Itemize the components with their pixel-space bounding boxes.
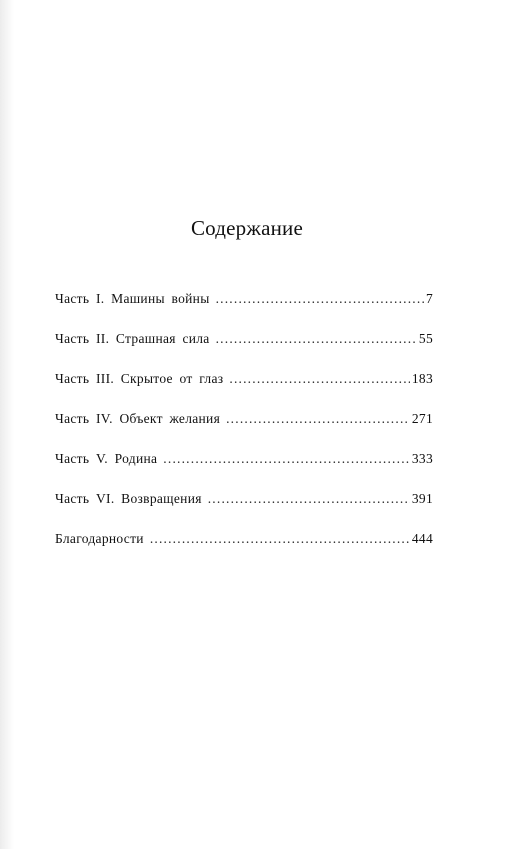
toc-entry-page: 183 bbox=[411, 371, 433, 386]
toc-leader-dots bbox=[163, 451, 410, 467]
toc-entry-label: Часть I. Машины войны bbox=[55, 291, 210, 306]
toc-entry[interactable] bbox=[55, 331, 433, 371]
toc-entry-page: 55 bbox=[418, 331, 433, 346]
page-title: Содержание bbox=[190, 216, 304, 240]
toc-leader-dots bbox=[208, 491, 410, 507]
toc-leader-dots bbox=[216, 291, 424, 307]
toc-entry-page: 271 bbox=[411, 411, 433, 426]
toc-entry-label: Благодарности bbox=[55, 531, 144, 546]
toc-leader-dots bbox=[216, 331, 417, 347]
toc-entry-label: Часть II. Страшная сила bbox=[55, 331, 210, 346]
toc-leader-dots bbox=[226, 411, 410, 427]
toc-entry-label: Часть III. Скрытое от глаз bbox=[55, 371, 224, 386]
toc-entry-label: Часть V. Родина bbox=[55, 451, 158, 466]
page-edge-shadow bbox=[0, 0, 14, 849]
toc-entry-label: Часть VI. Возвращения bbox=[55, 491, 202, 506]
toc-entry-page: 444 bbox=[411, 531, 433, 546]
toc-entry-label: Часть IV. Объект желания bbox=[55, 411, 221, 426]
toc-entry-page: 391 bbox=[411, 491, 433, 506]
toc-entry-page: 333 bbox=[411, 451, 433, 466]
toc-entry[interactable] bbox=[55, 451, 433, 491]
toc-leader-dots bbox=[150, 531, 410, 547]
toc-entry[interactable] bbox=[55, 491, 433, 531]
toc-entry[interactable] bbox=[55, 291, 433, 331]
toc-leader-dots bbox=[229, 371, 409, 387]
table-of-contents bbox=[55, 291, 433, 571]
toc-entry[interactable] bbox=[55, 371, 433, 411]
toc-entry[interactable] bbox=[55, 531, 433, 571]
toc-entry[interactable] bbox=[55, 411, 433, 451]
toc-entry-page: 7 bbox=[425, 291, 433, 306]
